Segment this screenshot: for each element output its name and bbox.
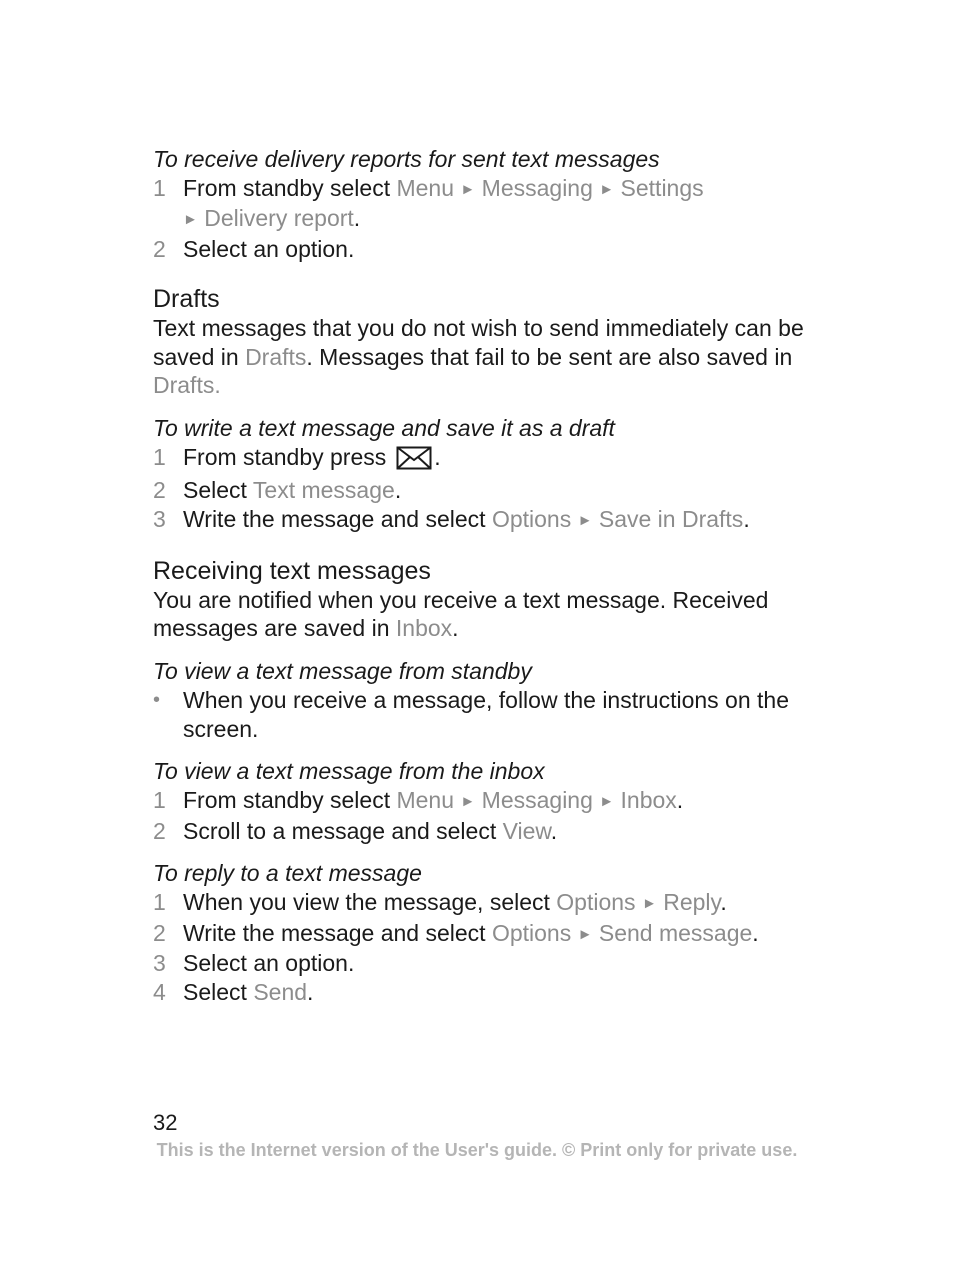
menu-item-messaging: Messaging [481, 174, 593, 201]
arrow-icon: ► [577, 925, 593, 943]
step-text [183, 978, 833, 1007]
step [153, 174, 833, 235]
menu-item-drafts: Drafts [153, 372, 215, 399]
view-standby-section [153, 657, 833, 743]
menu-item-send: Send [253, 979, 308, 1006]
page-number: 32 [153, 1110, 178, 1135]
step-text-part: Select [183, 477, 253, 504]
menu-item-delivery-report: Delivery report [204, 205, 354, 232]
step-text [183, 174, 833, 235]
menu-item-options: Options [491, 506, 572, 533]
step-text [183, 443, 833, 477]
paragraph [153, 586, 833, 643]
punctuation: . [394, 477, 402, 504]
step-number: 1 [153, 174, 166, 201]
bullet-text: When you receive a message, follow the instructions on the screen. [183, 686, 789, 742]
step-text: Select an option. [183, 236, 355, 263]
drafts-section [153, 284, 833, 400]
step-text-part: From standby select [183, 786, 397, 813]
receiving-section [153, 556, 833, 643]
step-number: 1 [153, 443, 166, 470]
punctuation: . [214, 372, 221, 399]
step [153, 443, 833, 477]
arrow-icon: ► [183, 211, 198, 229]
menu-item-text-message: Text message [252, 477, 395, 504]
task-title: To write a text message and save it as a draft [153, 414, 615, 441]
step [153, 949, 833, 978]
menu-item-settings: Settings [620, 174, 704, 201]
step [153, 978, 833, 1007]
menu-item-reply: Reply [663, 889, 721, 916]
task-title: To view a text message from standby [153, 658, 532, 685]
punctuation: . [743, 506, 750, 533]
step [153, 505, 833, 536]
task-title: To receive delivery reports for sent text messages [153, 146, 660, 172]
step-text [183, 817, 833, 846]
menu-item-messaging: Messaging [481, 786, 593, 813]
step-text-part: From standby press [183, 443, 387, 470]
arrow-icon: ► [641, 895, 657, 913]
section-heading: Receiving text messages [153, 556, 431, 585]
footer-notice: This is the Internet version of the User's guide. © Print only for private use. [156, 1140, 798, 1160]
step-text [183, 888, 833, 919]
menu-item-menu: Menu [396, 174, 455, 201]
menu-item-options: Options [556, 889, 636, 916]
punctuation: . [676, 786, 684, 813]
punctuation: . [720, 889, 727, 916]
view-inbox-section [153, 757, 833, 845]
step [153, 235, 833, 264]
envelope-icon [396, 446, 432, 477]
step-number: 3 [153, 506, 166, 533]
menu-item-menu: Menu [396, 786, 455, 813]
step-text-part: From standby select [183, 174, 397, 201]
arrow-icon: ► [460, 180, 476, 198]
menu-item-inbox: Inbox [395, 615, 453, 642]
punctuation: . [353, 205, 361, 232]
step-text [183, 786, 833, 817]
step-text-part: Select [183, 979, 254, 1006]
paragraph-text: You are notified when you receive a text message. Received messages are saved in [153, 586, 769, 642]
punctuation: . [752, 919, 759, 946]
page-content [153, 145, 833, 1007]
write-draft-section [153, 414, 833, 536]
task-title: To reply to a text message [153, 860, 422, 887]
step-text-part: Write the message and select [183, 506, 492, 533]
delivery-reports-section [153, 145, 833, 264]
menu-item-send-message: Send message [598, 919, 753, 946]
punctuation: . [307, 979, 314, 1006]
step-text [183, 919, 833, 950]
bullet-item [153, 686, 833, 743]
step [153, 786, 833, 817]
step-text [183, 505, 833, 536]
step [153, 817, 833, 846]
punctuation: . [452, 615, 459, 642]
step [153, 888, 833, 919]
menu-item-inbox: Inbox [620, 786, 677, 813]
step-text-part: When you view the message, select [183, 889, 557, 916]
step-number: 3 [153, 950, 166, 977]
step [153, 919, 833, 950]
punctuation: . [434, 443, 441, 470]
step-text [183, 476, 833, 505]
step-number: 4 [153, 979, 166, 1006]
paragraph-text: . Messages that fail to be sent are also saved in [306, 343, 793, 370]
bullet-icon: • [153, 688, 161, 711]
arrow-icon: ► [599, 180, 615, 198]
arrow-icon: ► [460, 792, 476, 810]
menu-item-save-in-drafts: Save in Drafts [598, 506, 744, 533]
section-heading: Drafts [153, 284, 220, 313]
paragraph [153, 314, 833, 400]
step [153, 476, 833, 505]
step-number: 2 [153, 477, 166, 504]
step-number: 1 [153, 889, 166, 916]
menu-item-drafts: Drafts [245, 343, 307, 370]
step-text-part: Write the message and select [183, 919, 492, 946]
paragraph-text: Text messages that you do not wish to send immediately can be saved in [153, 314, 804, 370]
menu-item-options: Options [491, 919, 572, 946]
punctuation: . [550, 817, 558, 844]
menu-item-view: View [502, 817, 551, 844]
reply-section [153, 859, 833, 1007]
step-text: Select an option. [183, 950, 355, 977]
task-title: To view a text message from the inbox [153, 758, 545, 785]
step-number: 2 [153, 236, 166, 263]
step-text-part: Scroll to a message and select [183, 817, 503, 844]
step-number: 1 [153, 786, 166, 813]
arrow-icon: ► [599, 792, 615, 810]
step-number: 2 [153, 817, 166, 844]
arrow-icon: ► [577, 512, 593, 530]
step-number: 2 [153, 919, 166, 946]
